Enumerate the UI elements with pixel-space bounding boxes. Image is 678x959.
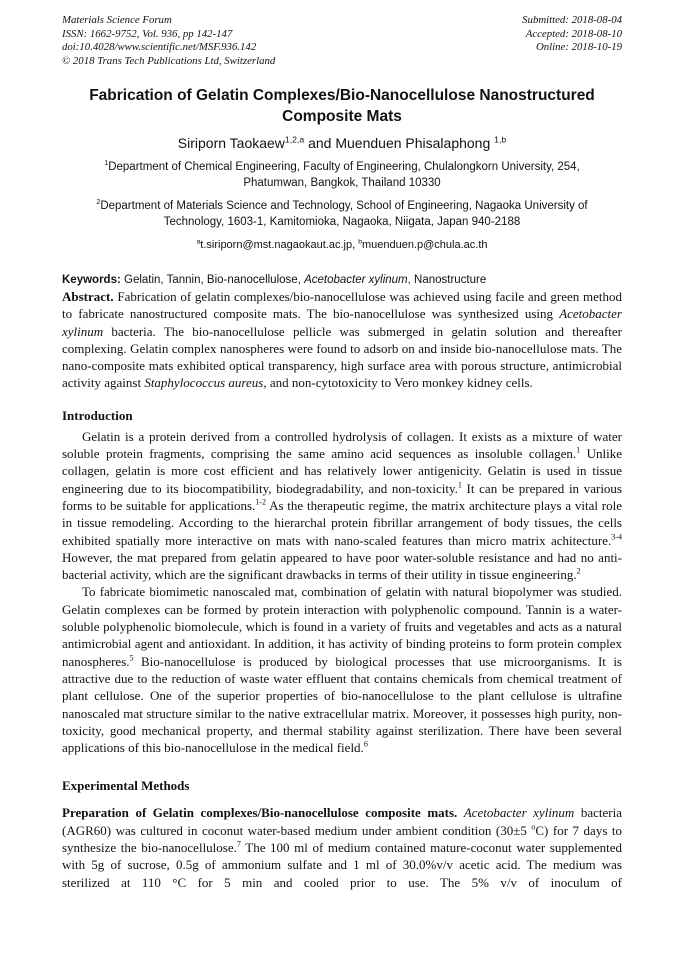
methods-paragraph-1: Preparation of Gelatin complexes/Bio-nanocellulose composite mats. Acetobacter xylinum bacteria (AGR60) was cultured in coconut water-based medium under ambient condition (30±5 $^o$C) for 7 days to synthesize the bio-nanocellulose.$^7$ The 100 ml of medium contained mature-coconut water supplemented with 5g of sucrose, 0.5g of ammonium sulfate and 1 ml of 30.0%v/v acetic acid. The medium was sterilized at 110 °C for 5 min and cooled prior to use. The 5% v/v of inoculum of — [62, 805, 622, 890]
introduction-paragraph-1: Gelatin is a protein derived from a controlled hydrolysis of collagen. It exists as a mixture of water soluble protein fragments, comprising the same amino acid sequences as insoluble collagen.$^1$ Unlike collagen, gelatin is more cost efficient and has relatively lower antigenicity. Gelatin is used in tissue engineering due to its biocompatibility, biodegradability, and non-toxicity.$^1$ It can be prepared in various forms to be suitable for applications.$^{1-2}$ As the therapeutic regime, the matrix architecture plays a vital role in tissue remodeling. According to the hierarchal protein fibrillar arrangement of body tissues, the cells exhibited spatially more interactive on mats with nano-scaled features than micro matrix achitecture.$^{3-4}$ However, the mat prepared from gelatin appeared to have poor water-soluble resistance and had no anti-bacterial activity, which are the significant drawbacks in terms of their utility in tissue engineering.$^2$ — [62, 428, 622, 583]
introduction-paragraph-2: To fabricate biomimetic nanoscaled mat, combination of gelatin with natural biopolymer was studied. Gelatin complexes can be formed by protein interaction with polyphenolic compound. Tannin is a water-soluble polyphenolic biomolecule, which is found in a variety of fruits and vegetables and acts as a natural antimicrobial agent and antioxidant. In addition, it has activity of binding proteins to form protein complex nanospheres.$^5$ Bio-nanocellulose is produced by biological processes that use microorganisms. It is attractive due to the reduction of waste water effluent that contains chemicals from chemical treatment of plant cellulose. One of the superior properties of bio-nanocellulose to the plant cellulose is ultrafine nanoscaled mat structure similar to the native extracellular matrix. Moreover, it possesses high purity, non-toxicity, good mechanical property, and thermal stability against sterilization. There have been several applications of this bio-nanocellulose in the medical field.$^6$ — [62, 584, 622, 756]
authors-line: Siriporn Taokaew$^{1,2,a}$ and Muenduen Phisalaphong $^{1,b}$ — [177, 134, 507, 151]
section-heading-experimental-methods: Experimental Methods — [62, 778, 190, 794]
journal-header — [62, 14, 622, 68]
journal-copyright: © 2018 Trans Tech Publications Ltd, Switzerland — [62, 54, 276, 67]
affiliation-1: $^1$Department of Chemical Engineering, Faculty of Engineering, Chulalongkorn University, 254, Phatumwan, Bangkok, Thailand 10330 — [104, 159, 580, 189]
journal-doi: doi:10.4028/www.scientific.net/MSF.936.142 — [62, 41, 257, 53]
section-heading-introduction: Introduction — [62, 407, 133, 423]
keywords-line: Keywords: Gelatin, Tannin, Bio-nanocellulose, Acetobacter xylinum, Nanostructure — [62, 274, 487, 286]
paper-title-line-2: Composite Mats — [282, 108, 402, 125]
abstract-paragraph: Abstract. Fabrication of gelatin complexes/bio-nanocellulose was achieved using facile and green method to fabricate nanostructured composite mats. The bio-nanocellulose was synthesized using Acetobacter xylinum bacteria. The bio-nanocellulose pellicle was submerged in gelatin solution and thereafter complexing. Gelatin complex nanospheres were found to adsorb on and inside bio-nanocellulose mats. The nano-composite mats exhibited optical transparency, high surface area with porous structure, antimicrobial activity against Staphylococcus aureus, and non-cytotoxicity to Vero monkey kidney cells. — [62, 289, 622, 391]
submission-dates — [522, 14, 622, 68]
paper-title — [62, 85, 622, 127]
submitted-date: Submitted: 2018-08-04 — [522, 14, 622, 26]
accepted-date: Accepted: 2018-08-10 — [525, 27, 622, 40]
journal-name: Materials Science Forum — [62, 14, 172, 26]
online-date: Online: 2018-10-19 — [535, 41, 622, 53]
paper-title-line-1: Fabrication of Gelatin Complexes/Bio-Nanocellulose Nanostructured — [89, 87, 595, 104]
journal-issn: ISSN: 1662-9752, Vol. 936, pp 142-147 — [62, 27, 233, 40]
author-emails: $^a$t.siriporn@mst.nagaokaut.ac.jp, $^b$muenduen.p@chula.ac.th — [196, 238, 488, 251]
affiliation-2: $^2$Department of Materials Science and Technology, School of Engineering, Nagaoka University of Technology, 1603-1, Kamitomioka, Nagaoka, Niigata, Japan 940-2188 — [96, 198, 588, 228]
journal-info — [62, 14, 275, 68]
